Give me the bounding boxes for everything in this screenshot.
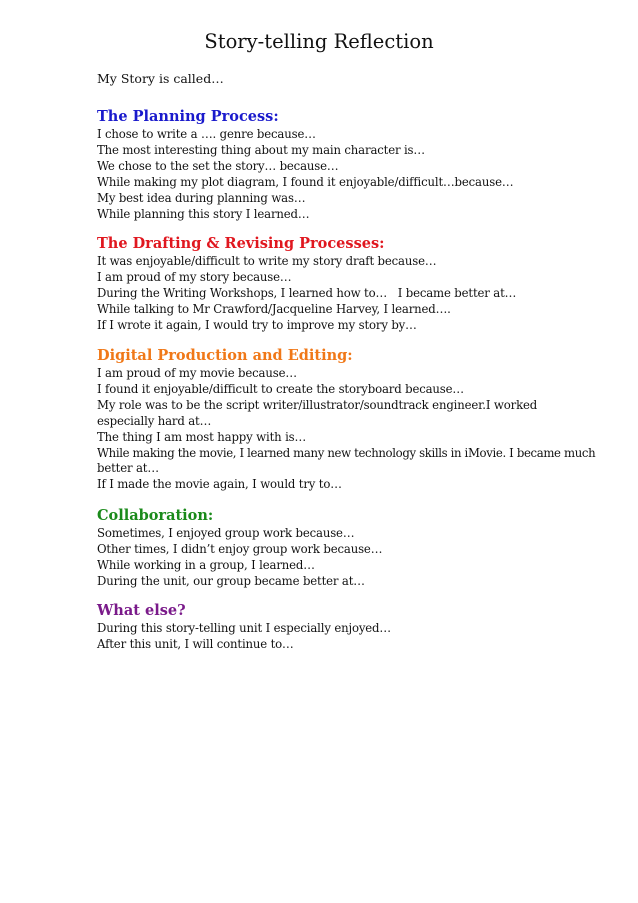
prompt-line: Sometimes, I enjoyed group work because…	[97, 526, 355, 540]
prompt-line: I am proud of my movie because…	[97, 366, 297, 380]
prompt-line: After this unit, I will continue to…	[97, 636, 294, 651]
prompt-line: The thing I am most happy with is…	[97, 429, 307, 444]
prompt-line: I am proud of my story because…	[97, 269, 292, 284]
prompt-line: We chose to the set the story… because…	[97, 158, 339, 173]
prompt-line: During the Writing Workshops, I learned how to… I became better at…	[97, 285, 517, 300]
section-heading-digital-production: Digital Production and Editing:	[97, 347, 353, 364]
prompt-line: Other times, I didn’t enjoy group work because…	[97, 541, 383, 556]
prompt-line: While working in a group, I learned…	[97, 557, 315, 572]
prompt-line: During this story-telling unit I especially enjoyed…	[97, 621, 391, 635]
prompt-line: While making my plot diagram, I found it enjoyable/difficult…because…	[97, 174, 514, 189]
prompt-line: My role was to be the script writer/illustrator/soundtrack engineer.I worked	[97, 397, 538, 412]
prompt-line: While planning this story I learned…	[97, 206, 310, 221]
prompt-line: better at…	[97, 461, 159, 476]
section-drafting	[97, 234, 612, 334]
prompt-line: While making the movie, I learned many new technology skills in iMovie. I became much	[97, 445, 596, 460]
story-name-prompt: My Story is called…	[97, 71, 224, 86]
prompt-line: The most interesting thing about my main character is…	[97, 142, 425, 157]
section-collaboration	[97, 506, 612, 590]
prompt-line: I found it enjoyable/difficult to create the storyboard because…	[97, 381, 464, 396]
prompt-line: especially hard at…	[97, 413, 212, 428]
prompt-line: During the unit, our group became better at…	[97, 573, 365, 588]
section-heading-what-else: What else?	[97, 602, 186, 619]
prompt-line: I chose to write a …. genre because…	[97, 127, 316, 141]
prompt-line: It was enjoyable/difficult to write my story draft because…	[97, 254, 437, 268]
prompt-line: If I wrote it again, I would try to improve my story by…	[97, 317, 417, 332]
section-planning	[97, 107, 612, 222]
prompt-line: If I made the movie again, I would try to…	[97, 477, 342, 492]
section-heading-collaboration: Collaboration:	[97, 507, 214, 524]
section-what-else	[97, 601, 612, 653]
prompt-line: While talking to Mr Crawford/Jacqueline Harvey, I learned….	[97, 301, 451, 316]
page-title: Story-telling Reflection	[204, 30, 434, 53]
section-heading-drafting: The Drafting & Revising Processes:	[97, 235, 385, 252]
section-digital-production	[97, 346, 612, 493]
section-heading-planning: The Planning Process:	[97, 108, 279, 125]
prompt-line: My best idea during planning was…	[97, 190, 306, 205]
